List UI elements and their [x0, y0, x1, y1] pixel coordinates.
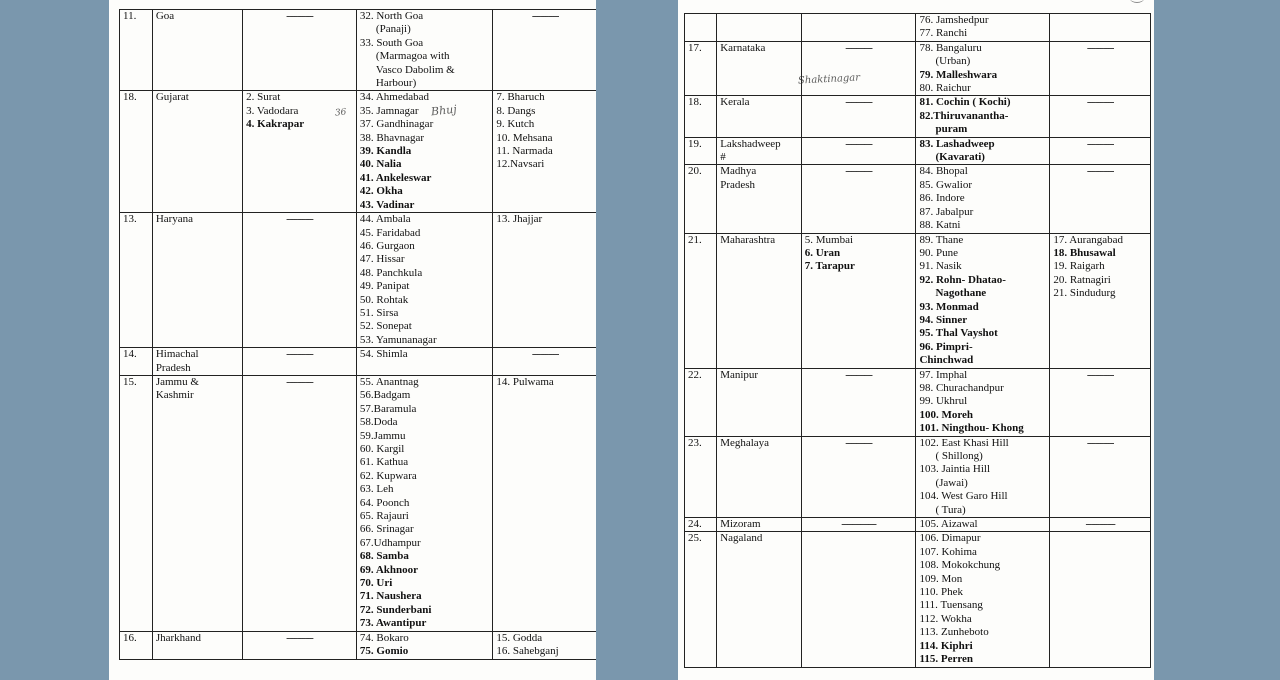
cell-line: ( Shillong) — [935, 450, 983, 462]
cell-line: 15. Godda — [496, 631, 543, 644]
dash-placeholder: ---------- — [286, 348, 313, 361]
cell-line: Karnataka — [720, 41, 766, 54]
cell-line: 107. Kohima — [919, 545, 977, 558]
cell-line: 59.Jammu — [359, 429, 406, 442]
cell-line: 65. Rajauri — [359, 510, 409, 523]
cell-line: 18. Bhusawal — [1053, 246, 1116, 259]
state-cell — [152, 348, 242, 376]
cell-line: 88. Katni — [919, 219, 961, 232]
dash-placeholder: ---------- — [845, 137, 872, 150]
column-a-cell — [801, 41, 916, 96]
districts-cell — [916, 96, 1050, 137]
table-row — [685, 41, 1151, 96]
serial-number-cell: 15. — [120, 375, 153, 631]
cell-line: 102. East Khasi Hill — [919, 436, 1009, 449]
cell-line: 60. Kargil — [359, 443, 405, 455]
cell-line: 89. Thane — [919, 233, 964, 246]
cell-line: 92. Rohn- Dhatao- — [919, 273, 1006, 286]
cell-line: 48. Panchkula — [359, 266, 423, 279]
table-row — [120, 631, 597, 659]
cell-line: 67.Udhampur — [359, 536, 421, 549]
column-a-cell — [801, 532, 916, 667]
dash-placeholder: ---------- — [845, 165, 872, 178]
cell-line: 14. Pulwama — [496, 375, 554, 388]
cell-line: 79. Malleshwara — [919, 68, 998, 81]
cell-line: Pradesh — [720, 178, 756, 191]
cell-line: (Marmagoa with — [375, 50, 450, 63]
handwritten-note-bhuj: Bhuj — [430, 102, 458, 119]
dash-placeholder: ---------- — [1086, 96, 1114, 109]
column-a-cell — [801, 368, 916, 436]
column-a-cell — [801, 233, 916, 368]
cell-line: 113. Zunheboto — [919, 626, 989, 639]
cell-line: 78. Bangaluru — [919, 41, 982, 54]
cell-line: 94. Sinner — [919, 313, 968, 326]
districts-cell — [356, 213, 492, 348]
cell-line: 105. Aizawal — [919, 518, 978, 531]
cell-line: 57.Baramula — [359, 402, 417, 415]
cell-line: Jammu & — [155, 375, 199, 388]
cell-line: 73. Awantipur — [359, 617, 427, 630]
state-cell — [152, 213, 242, 348]
table-row — [685, 532, 1151, 667]
cell-line: Maharashtra — [720, 233, 776, 246]
cell-line: 90. Pune — [919, 246, 958, 259]
table-row — [120, 10, 597, 91]
cell-line: 98. Churachandpur — [919, 381, 1004, 394]
column-c-cell — [1050, 137, 1151, 165]
districts-cell — [356, 91, 492, 213]
state-cell — [717, 368, 802, 436]
table-row — [685, 436, 1151, 517]
cell-line: 109. Mon — [919, 572, 963, 585]
serial-number-cell: 22. — [685, 368, 717, 436]
cell-line: 32. North Goa — [359, 10, 424, 22]
cell-line: 103. Jaintia Hill — [919, 463, 991, 476]
cell-line: 97. Imphal — [919, 368, 968, 381]
state-cell — [152, 375, 242, 631]
cell-line: 74. Bokaro — [359, 631, 409, 644]
cell-line: Haryana — [155, 213, 194, 226]
column-c-cell — [1050, 436, 1151, 517]
cell-line: 33. South Goa — [359, 36, 424, 49]
handwritten-number: 36 — [334, 107, 347, 119]
cell-line: 66. Srinagar — [359, 523, 414, 536]
dash-placeholder: ---------- — [531, 10, 559, 22]
cell-line: 5. Mumbai — [804, 233, 854, 246]
districts-cell — [916, 14, 1050, 42]
serial-number-cell: 24. — [685, 518, 717, 532]
table-row — [685, 233, 1151, 368]
districts-cell — [916, 518, 1050, 532]
cell-line: 114. Kiphri — [919, 639, 973, 652]
serial-number-cell — [685, 14, 717, 42]
cell-line: 13. Jhajjar — [496, 213, 543, 226]
cell-line: 64. Poonch — [359, 496, 410, 509]
cell-line: # — [720, 151, 726, 164]
dash-placeholder: ---------- — [845, 436, 872, 449]
cell-line: puram — [935, 123, 968, 136]
cell-line: 111. Tuensang — [919, 599, 983, 612]
cell-line: 8. Dangs — [496, 104, 536, 117]
cell-line: 104. West Garo Hill — [919, 490, 1008, 503]
district-table-left — [119, 9, 596, 660]
state-cell — [152, 10, 242, 91]
table-row — [120, 348, 597, 376]
column-c-cell — [1050, 14, 1151, 42]
cell-line: 6. Uran — [804, 246, 841, 259]
column-c-cell — [1050, 368, 1151, 436]
dash-placeholder: ---------- — [286, 10, 313, 22]
cell-line: 21. Sindudurg — [1053, 287, 1116, 300]
cell-line: 95. Thal Vayshot — [919, 327, 998, 340]
state-cell — [152, 91, 242, 213]
cell-line: 51. Sirsa — [359, 306, 399, 319]
column-a-cell — [801, 14, 916, 42]
table-row — [120, 91, 597, 213]
cell-line: 96. Pimpri- — [919, 340, 973, 353]
column-c-cell — [493, 213, 596, 348]
dash-placeholder: ---------- — [1086, 368, 1114, 381]
cell-line: (Panaji) — [375, 23, 411, 36]
districts-cell — [356, 375, 492, 631]
cell-line: 100. Moreh — [919, 408, 974, 421]
districts-cell — [356, 348, 492, 376]
table-row — [685, 14, 1151, 42]
cell-line: 87. Jabalpur — [919, 205, 974, 218]
dash-placeholder: ---------- — [845, 41, 872, 54]
cell-line: 80. Raichur — [919, 82, 971, 95]
dash-placeholder: ------------- — [841, 518, 876, 531]
document-page-left — [109, 0, 596, 680]
cell-line: 99. Ukhrul — [919, 395, 968, 408]
serial-number-cell: 25. — [685, 532, 717, 667]
column-c-cell — [493, 348, 596, 376]
state-cell — [717, 96, 802, 137]
cell-line: Manipur — [720, 368, 759, 381]
cell-line: 61. Kathua — [359, 456, 409, 469]
cell-line: ( Tura) — [935, 503, 966, 516]
cell-line: 86. Indore — [919, 192, 965, 205]
cell-line: 34. Ahmedabad — [359, 91, 429, 104]
dash-placeholder: ---------- — [286, 631, 313, 644]
districts-cell — [916, 532, 1050, 667]
dash-placeholder: ---------- — [286, 213, 313, 226]
cell-line: Goa — [155, 10, 175, 22]
column-a-cell — [801, 518, 916, 532]
cell-line: 35. Jamnagar — [359, 104, 419, 117]
cell-line: 75. Gomio — [359, 645, 409, 658]
districts-cell — [916, 436, 1050, 517]
cell-line: 3. Vadodara — [246, 104, 299, 117]
cell-line: 108. Mokokchung — [919, 559, 1001, 572]
serial-number-cell: 16. — [120, 631, 153, 659]
column-c-cell — [493, 375, 596, 631]
cell-line: Himachal — [155, 348, 199, 361]
cell-line: Kashmir — [155, 389, 194, 402]
table-row — [120, 375, 597, 631]
corner-mark — [1130, 0, 1144, 3]
serial-number-cell: 14. — [120, 348, 153, 376]
districts-cell — [916, 233, 1050, 368]
cell-line: 45. Faridabad — [359, 226, 421, 239]
cell-line: 37. Gandhinagar — [359, 118, 434, 131]
serial-number-cell: 11. — [120, 10, 153, 91]
cell-line: 42. Okha — [359, 185, 403, 198]
districts-cell — [916, 41, 1050, 96]
cell-line: Lakshadweep — [720, 137, 781, 150]
district-table-right — [684, 13, 1151, 668]
cell-line: 46. Gurgaon — [359, 239, 415, 252]
cell-line: 101. Ningthou- Khong — [919, 422, 1024, 435]
cell-line: Vasco Dabolim & — [375, 63, 455, 76]
cell-line: 93. Monmad — [919, 300, 979, 313]
dash-placeholder: ---------- — [845, 368, 872, 381]
districts-cell — [916, 165, 1050, 233]
cell-line: 50. Rohtak — [359, 293, 409, 306]
dash-placeholder: ---------- — [1086, 41, 1114, 54]
dash-placeholder: ---------- — [1086, 436, 1114, 449]
districts-cell — [916, 368, 1050, 436]
column-a-cell — [243, 10, 357, 91]
table-row — [685, 165, 1151, 233]
dash-placeholder: ---------- — [286, 375, 313, 388]
districts-cell — [916, 137, 1050, 165]
column-c-cell — [493, 631, 596, 659]
cell-line: Pradesh — [155, 361, 191, 374]
cell-line: 44. Ambala — [359, 213, 411, 226]
state-cell — [717, 518, 802, 532]
column-c-cell — [1050, 41, 1151, 96]
cell-line: 110. Phek — [919, 586, 964, 599]
cell-line: 55. Anantnag — [359, 375, 419, 388]
serial-number-cell: 19. — [685, 137, 717, 165]
cell-line: 56.Badgam — [359, 389, 411, 402]
table-row — [685, 368, 1151, 436]
column-c-cell — [1050, 96, 1151, 137]
column-a-cell — [243, 631, 357, 659]
cell-line: 115. Perren — [919, 653, 974, 666]
dash-placeholder: ---------- — [1086, 165, 1114, 178]
cell-line: Jharkhand — [155, 631, 202, 644]
cell-line: 71. Naushera — [359, 590, 422, 603]
state-cell — [152, 631, 242, 659]
cell-line: 85. Gwalior — [919, 178, 973, 191]
cell-line: Madhya — [720, 165, 757, 178]
cell-line: 43. Vadinar — [359, 198, 415, 211]
dash-placeholder: ---------- — [845, 96, 872, 109]
cell-line: 4. Kakrapar — [246, 118, 305, 131]
cell-line: 58.Doda — [359, 416, 398, 429]
cell-line: 68. Samba — [359, 550, 409, 563]
districts-cell — [356, 631, 492, 659]
serial-number-cell: 18. — [685, 96, 717, 137]
cell-line: 106. Dimapur — [919, 532, 981, 545]
cell-line: 47. Hissar — [359, 253, 405, 266]
column-c-cell — [1050, 233, 1151, 368]
serial-number-cell: 17. — [685, 41, 717, 96]
handwritten-note-shaktinagar: Shaktinagar — [797, 72, 861, 87]
column-c-cell — [1050, 165, 1151, 233]
serial-number-cell: 23. — [685, 436, 717, 517]
serial-number-cell: 21. — [685, 233, 717, 368]
table-row — [685, 518, 1151, 532]
column-a-cell — [801, 436, 916, 517]
cell-line: 62. Kupwara — [359, 469, 417, 482]
cell-line: 10. Mehsana — [496, 131, 553, 144]
cell-line: 19. Raigarh — [1053, 260, 1105, 273]
cell-line: 70. Uri — [359, 577, 393, 590]
cell-line: Harbour) — [375, 77, 417, 90]
cell-line: Chinchwad — [919, 354, 974, 367]
table-row — [120, 213, 597, 348]
cell-line: 16. Sahebganj — [496, 645, 559, 658]
cell-line: 53. Yamunanagar — [359, 333, 437, 346]
cell-line: (Kavarati) — [935, 151, 985, 164]
cell-line: 63. Leh — [359, 483, 394, 496]
cell-line: 7. Tarapur — [804, 260, 855, 273]
dash-placeholder: ---------- — [531, 348, 559, 361]
cell-line: 54. Shimla — [359, 348, 408, 361]
column-c-cell — [1050, 518, 1151, 532]
cell-line: 39. Kandla — [359, 145, 412, 158]
cell-line: 76. Jamshedpur — [919, 14, 989, 26]
cell-line: Nagothane — [935, 287, 987, 300]
cell-line: 112. Wokha — [919, 612, 972, 625]
cell-line: 49. Panipat — [359, 280, 410, 293]
cell-line: 9. Kutch — [496, 118, 535, 131]
column-c-cell — [493, 10, 596, 91]
cell-line: 91. Nasik — [919, 260, 962, 273]
cell-line: 81. Cochin ( Kochi) — [919, 96, 1011, 109]
cell-line: 12.Navsari — [496, 158, 545, 171]
cell-line: 82.Thiruvanantha- — [919, 109, 1009, 122]
cell-line: 69. Akhnoor — [359, 563, 418, 576]
table-row — [685, 137, 1151, 165]
column-a-cell — [243, 348, 357, 376]
column-a-cell — [801, 165, 916, 233]
dash-placeholder: ---------- — [1086, 137, 1114, 150]
serial-number-cell: 20. — [685, 165, 717, 233]
cell-line: 17. Aurangabad — [1053, 233, 1123, 246]
table-row — [685, 96, 1151, 137]
cell-line: Nagaland — [720, 532, 763, 545]
column-a-cell — [801, 96, 916, 137]
cell-line: (Jawai) — [935, 476, 968, 489]
column-c-cell — [493, 91, 596, 213]
cell-line: Gujarat — [155, 91, 189, 104]
column-a-cell — [801, 137, 916, 165]
cell-line: 84. Bhopal — [919, 165, 968, 178]
cell-line: Kerala — [720, 96, 750, 109]
cell-line: 20. Ratnagiri — [1053, 273, 1111, 286]
state-cell — [717, 41, 802, 96]
cell-line: 7. Bharuch — [496, 91, 545, 104]
cell-line: 72. Sunderbani — [359, 603, 432, 616]
cell-line: (Urban) — [935, 55, 971, 68]
cell-line: Mizoram — [720, 518, 761, 531]
column-a-cell — [243, 213, 357, 348]
state-cell — [717, 165, 802, 233]
cell-line: 38. Bhavnagar — [359, 131, 425, 144]
cell-line: Meghalaya — [720, 436, 770, 449]
document-page-right — [678, 0, 1154, 680]
cell-line: 77. Ranchi — [919, 27, 968, 40]
column-a-cell — [243, 375, 357, 631]
cell-line: 40. Nalia — [359, 158, 402, 171]
state-cell — [717, 137, 802, 165]
state-cell — [717, 233, 802, 368]
column-c-cell — [1050, 532, 1151, 667]
cell-line: 52. Sonepat — [359, 320, 412, 333]
cell-line: 83. Lashadweep — [919, 137, 995, 150]
dash-placeholder: ----------- — [1085, 518, 1115, 531]
districts-cell — [356, 10, 492, 91]
state-cell — [717, 14, 802, 42]
serial-number-cell: 18. — [120, 91, 153, 213]
state-cell — [717, 532, 802, 667]
cell-line: 2. Surat — [246, 91, 281, 104]
cell-line: 11. Narmada — [496, 145, 553, 158]
cell-line: 41. Ankeleswar — [359, 171, 432, 184]
serial-number-cell: 13. — [120, 213, 153, 348]
state-cell — [717, 436, 802, 517]
